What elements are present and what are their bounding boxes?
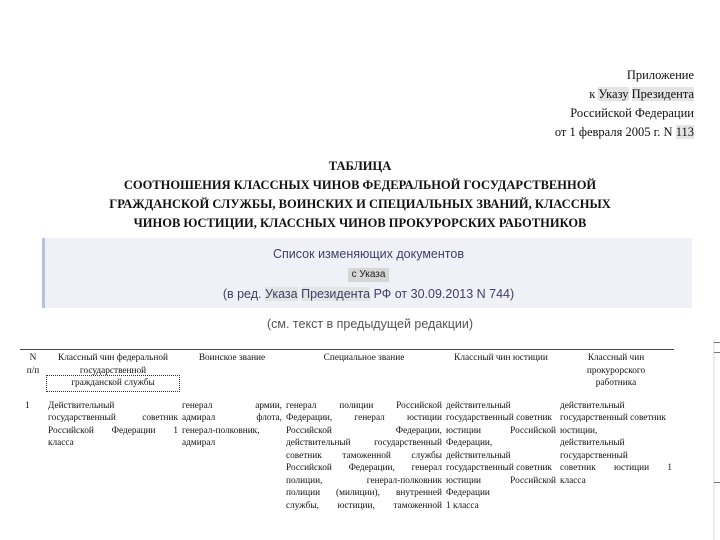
cell-line: государственный советник [48, 413, 178, 423]
changing-documents-box [42, 238, 692, 308]
table-header-row [20, 352, 674, 390]
edge-mark [714, 352, 720, 353]
header-prosecutor-line: прокурорского [586, 365, 646, 376]
cell-special-rank [284, 400, 444, 513]
cell-line: Российской Федерации, генерал [286, 463, 442, 473]
title-line-4: ЧИНОВ ЮСТИЦИИ, КЛАССНЫХ ЧИНОВ ПРОКУРОРСКИХ РАБОТНИКОВ [133, 216, 587, 230]
president-link[interactable]: Президента [631, 87, 694, 101]
header-num-line: п/п [26, 365, 40, 376]
cell-line: Российской Федерации 1 [48, 425, 178, 436]
header-line-decree-prefix: к [589, 87, 599, 101]
rank-correspondence-table [20, 352, 674, 512]
header-line-decree [555, 85, 694, 104]
cell-line: адмирал флота, [182, 413, 282, 423]
cell-line: службы, юстиции, таможенной [286, 500, 442, 511]
cell-civil-rank [46, 400, 180, 513]
cell-line: юстиции Российской [446, 425, 556, 436]
header-num-line: N [29, 353, 37, 363]
row-num: 1 [25, 400, 30, 411]
cell-line: юстиции Российской Федерации [446, 475, 556, 498]
header-military-line: Воинское звание [198, 353, 266, 363]
header-military-rank [180, 352, 284, 390]
header-line-appendix: Приложение [626, 68, 694, 82]
header-civil-rank [46, 352, 180, 390]
header-prosecutor-line: Классный чин [587, 353, 645, 363]
cell-line: адмирал [182, 438, 216, 448]
header-justice-rank [444, 352, 558, 390]
reference-decree-link[interactable]: Указа [264, 287, 298, 301]
reference-president-link[interactable]: Президента [301, 287, 371, 301]
cell-line: генерал армии, [182, 400, 282, 411]
changing-documents-subtitle[interactable]: с Указа [348, 268, 390, 282]
cell-prosecutor-rank [558, 400, 674, 513]
title-line-2: СООТНОШЕНИЯ КЛАССНЫХ ЧИНОВ ФЕДЕРАЛЬНОЙ ГОСУДАРСТВЕННОЙ [123, 178, 597, 192]
edge-mark [714, 482, 720, 483]
header-civil-line: государственной [79, 365, 147, 376]
cell-line: полиции, генерал-полковник [286, 475, 442, 486]
cell-line: юстиции, [560, 425, 598, 436]
changing-documents-title: Список изменяющих документов [273, 247, 464, 261]
header-special-line: Специальное звание [323, 353, 405, 363]
changing-documents-subtitle-wrap [45, 262, 692, 282]
table-row [20, 400, 674, 513]
table-top-border [20, 349, 674, 350]
cell-line: Российской Федерации, [286, 425, 442, 436]
cell-line: 1 класса [446, 500, 479, 511]
previous-edition-link[interactable]: (см. текст в предыдущей редакции) [266, 317, 474, 331]
cell-line: действительный государственный [286, 438, 442, 448]
cell-line: класса [560, 475, 586, 486]
cell-line: советник таможенной службы [286, 450, 442, 461]
header-civil-line: Классный чин федеральной [58, 353, 168, 363]
title-line-3: ГРАЖДАНСКОЙ СЛУЖБЫ, ВОИНСКИХ И СПЕЦИАЛЬНЫХ ЗВАНИЙ, КЛАССНЫХ [109, 197, 611, 211]
header-num [20, 352, 46, 390]
cell-line: действительный [446, 400, 511, 411]
cell-line: класса [48, 438, 74, 448]
cell-line: Федерации, действительный [446, 438, 511, 461]
reference-suffix: РФ от 30.09.2013 N 744) [370, 287, 515, 301]
cell-line: советник юстиции 1 [560, 463, 672, 473]
cell-line: действительный [560, 400, 625, 411]
changing-documents-reference [45, 286, 692, 302]
decree-number-link[interactable]: 113 [675, 125, 694, 139]
cell-line: действительный государственный [560, 438, 628, 461]
header-civil-line-selected[interactable]: гражданской службы [48, 377, 178, 390]
cell-line: генерал-полковник, [182, 425, 260, 436]
header-prosecutor-line: работника [595, 378, 637, 388]
cell-line: государственный советник [446, 463, 552, 473]
header-line-date [555, 123, 694, 142]
edge-mark [714, 342, 720, 343]
cell-line: государственный советник [446, 413, 552, 423]
cell-line: Действительный [48, 400, 115, 411]
cell-line: генерал полиции Российской [286, 400, 442, 411]
header-date-text: от 1 февраля 2005 г. N [554, 125, 676, 139]
decree-link[interactable]: Указу [598, 87, 629, 101]
header-spacer [20, 390, 674, 400]
title-line-1: ТАБЛИЦА [328, 159, 392, 173]
cell-line: Федерации, генерал юстиции [286, 413, 442, 423]
cell-line: государственный советник [560, 413, 666, 423]
header-line-federation: Российской Федерации [570, 106, 694, 120]
document-header [555, 66, 694, 142]
reference-prefix: (в ред. [222, 287, 265, 301]
header-special-rank [284, 352, 444, 390]
cell-military-rank [180, 400, 284, 513]
cell-line: полиции (милиции), внутренней [286, 488, 442, 498]
page-edge [713, 340, 715, 540]
document-title [60, 157, 660, 233]
cell-justice-rank [444, 400, 558, 513]
header-justice-line: Классный чин юстиции [454, 353, 548, 363]
header-prosecutor-rank [558, 352, 674, 390]
